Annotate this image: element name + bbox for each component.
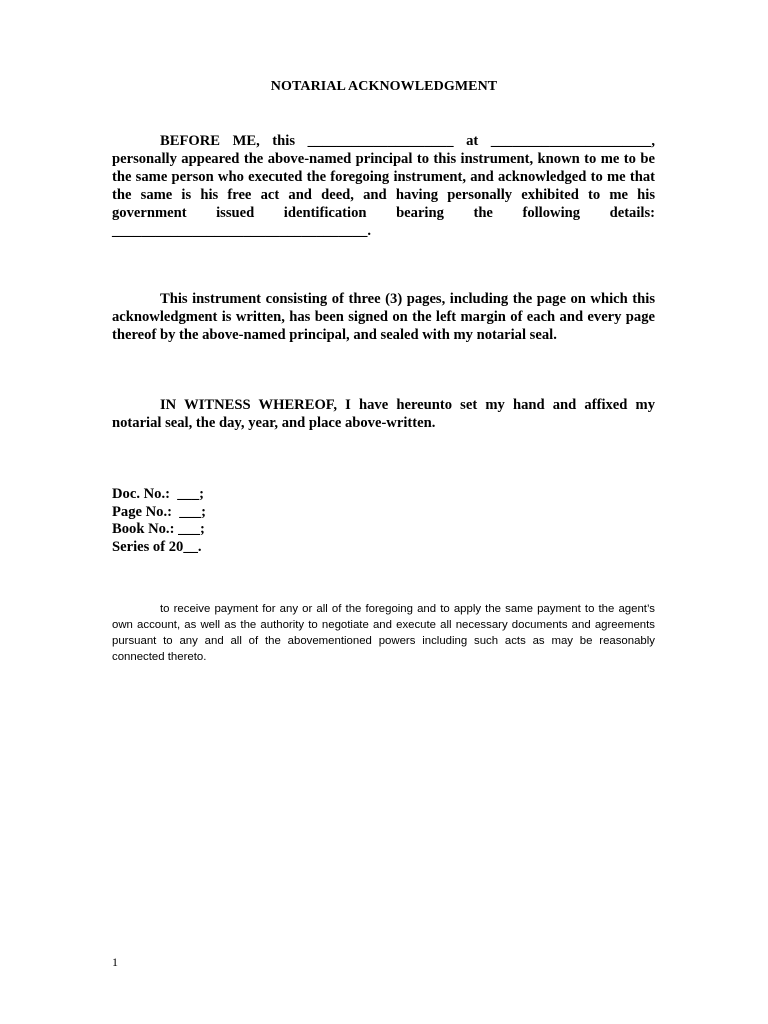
document-title: NOTARIAL ACKNOWLEDGMENT: [270, 79, 498, 94]
series-line: Series of 20__.: [112, 538, 202, 555]
continuation-paragraph: to receive payment for any or all of the foregoing and to apply the same payment to the agent’s own account, as well as the authority to negotiate and execute all necessary documents and agreements pursuant to any and all of the abovementioned powers including such acts as may be reasonably connected thereto.: [112, 603, 655, 663]
witness-paragraph: IN WITNESS WHEREOF, I have hereunto set my hand and affixed my notarial seal, the day, year, and place above-written.: [112, 397, 655, 431]
instrument-pages-paragraph: This instrument consisting of three (3) pages, including the page on which this acknowledgment is written, has been signed on the left margin of each and every page thereof by the above-named principal, and sealed with my notarial seal.: [112, 291, 655, 343]
page-no-line: Page No.: ___;: [112, 503, 207, 520]
notarial-registry-block: [112, 486, 206, 556]
page-number: 1: [112, 955, 118, 969]
doc-no-line: Doc. No.: ___;: [112, 486, 205, 502]
book-no-line: Book No.: ___;: [112, 521, 205, 537]
acknowledgment-paragraph: BEFORE ME, this ____________________ at ______________________, personally appeared the above-named principal to this instrument, known to me to be the same person who executed the foregoing instrument, and acknowledged to me that the same is his free act and deed, and having personally exhibited to me his government issued identification bearing the following details: ___________________________________.: [112, 133, 655, 239]
